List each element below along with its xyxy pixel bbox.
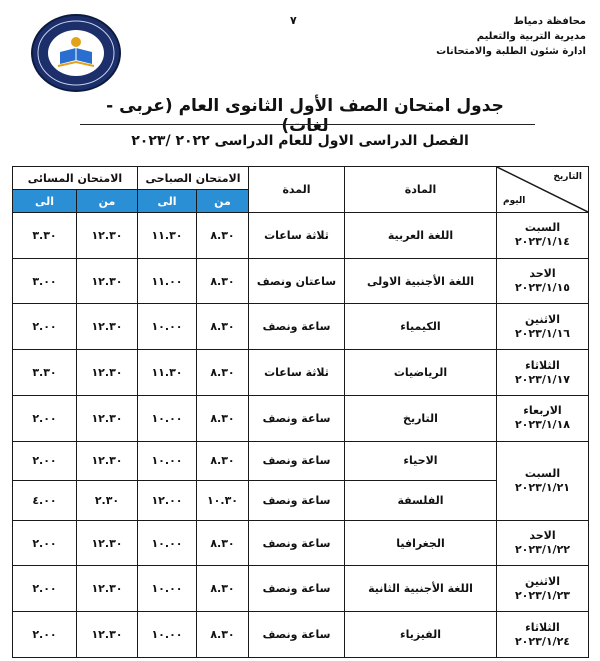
day-header-label: اليوم <box>503 196 526 206</box>
exam-date: ٢٠٢٣/١/١٦ <box>514 326 571 340</box>
morning-from-cell: ٨.٣٠ <box>197 350 249 396</box>
header-line-directorate: مديرية التربية والتعليم <box>476 31 586 42</box>
subject-header: المادة <box>345 167 497 213</box>
duration-cell: ساعتان ونصف <box>249 258 345 304</box>
page-number: ٧ <box>290 14 297 27</box>
subject-cell: الكيمياء <box>345 304 497 350</box>
subject-cell: اللغة الأجنبية الاولى <box>345 258 497 304</box>
evening-to-cell: ٢.٠٠ <box>13 566 77 612</box>
evening-from-cell: ١٢.٣٠ <box>77 213 138 259</box>
date-cell <box>497 213 589 259</box>
evening-to-cell: ٢.٠٠ <box>13 441 77 481</box>
morning-from-cell: ٨.٣٠ <box>197 520 249 566</box>
evening-from-header: من <box>77 190 138 213</box>
duration-header: المدة <box>249 167 345 213</box>
exam-date: ٢٠٢٣/١/١٥ <box>514 281 571 295</box>
morning-from-cell: ٨.٣٠ <box>197 441 249 481</box>
exam-date: ٢٠٢٣/١/٢٣ <box>514 588 571 602</box>
duration-cell: ساعة ونصف <box>249 304 345 350</box>
table-row <box>13 566 589 612</box>
subject-cell: الفلسفة <box>345 481 497 521</box>
exam-date: ٢٠٢٣/١/١٧ <box>514 372 571 386</box>
table-row <box>13 395 589 441</box>
table-row <box>13 441 589 481</box>
evening-from-cell: ١٢.٣٠ <box>77 441 138 481</box>
morning-from-cell: ٨.٣٠ <box>197 304 249 350</box>
morning-from-cell: ٨.٣٠ <box>197 258 249 304</box>
schedule-title: جدول امتحان الصف الأول الثانوى العام (عربى - لغات) <box>106 96 504 136</box>
date-cell <box>497 520 589 566</box>
subject-cell: اللغة الأجنبية الثانية <box>345 566 497 612</box>
day-name: الثلاثاء <box>525 358 560 372</box>
day-name: الثلاثاء <box>525 620 560 634</box>
duration-cell: ساعة ونصف <box>249 612 345 658</box>
morning-from-cell: ١٠.٣٠ <box>197 481 249 521</box>
evening-to-cell: ٢.٠٠ <box>13 520 77 566</box>
title-underline <box>80 124 535 125</box>
day-name: الاحد <box>529 529 556 543</box>
day-name: الاثنين <box>525 312 560 326</box>
subject-cell: اللغة العربية <box>345 213 497 259</box>
subject-cell: الاحياء <box>345 441 497 481</box>
duration-cell: ثلاثة ساعات <box>249 350 345 396</box>
morning-from-cell: ٨.٣٠ <box>197 566 249 612</box>
evening-from-cell: ١٢.٣٠ <box>77 520 138 566</box>
exam-date: ٢٠٢٣/١/٢٢ <box>514 543 571 557</box>
date-cell <box>497 395 589 441</box>
duration-cell: ثلاثة ساعات <box>249 213 345 259</box>
morning-from-header: من <box>197 190 249 213</box>
directorate-header <box>396 14 586 59</box>
duration-cell: ساعة ونصف <box>249 566 345 612</box>
table-row <box>13 612 589 658</box>
schedule-subtitle: الفصل الدراسى الاول للعام الدراسى ٢٠٢٢ /٢٠٢٣ <box>131 133 469 149</box>
evening-from-cell: ١٢.٣٠ <box>77 304 138 350</box>
evening-to-cell: ٢.٠٠ <box>13 395 77 441</box>
day-name: الاحد <box>529 267 556 281</box>
day-name: السبت <box>524 221 561 235</box>
schedule-body <box>13 213 589 658</box>
ministry-logo <box>30 12 122 94</box>
morning-to-header: الى <box>138 190 197 213</box>
evening-from-cell: ١٢.٣٠ <box>77 258 138 304</box>
subject-cell: الجغرافيا <box>345 520 497 566</box>
evening-to-cell: ٣.٣٠ <box>13 350 77 396</box>
evening-to-cell: ٢.٠٠ <box>13 304 77 350</box>
morning-from-cell: ٨.٣٠ <box>197 213 249 259</box>
morning-exam-header: الامتحان الصباحى <box>138 167 249 190</box>
evening-from-cell: ٢.٣٠ <box>77 481 138 521</box>
table-row <box>13 304 589 350</box>
morning-to-cell: ١٠.٠٠ <box>138 395 197 441</box>
morning-to-cell: ١٢.٠٠ <box>138 481 197 521</box>
duration-cell: ساعة ونصف <box>249 441 345 481</box>
evening-to-cell: ٤.٠٠ <box>13 481 77 521</box>
date-cell <box>497 612 589 658</box>
morning-to-cell: ١٠.٠٠ <box>138 304 197 350</box>
date-header-label: التاريخ <box>553 172 582 182</box>
date-cell <box>497 441 589 520</box>
date-cell <box>497 304 589 350</box>
table-row <box>13 520 589 566</box>
morning-to-cell: ١٠.٠٠ <box>138 441 197 481</box>
subject-cell: الرياضيات <box>345 350 497 396</box>
morning-to-cell: ١١.٣٠ <box>138 350 197 396</box>
morning-from-cell: ٨.٣٠ <box>197 612 249 658</box>
day-name: الاثنين <box>525 574 560 588</box>
subject-cell: التاريخ <box>345 395 497 441</box>
evening-from-cell: ١٢.٣٠ <box>77 395 138 441</box>
day-name: الاربعاء <box>523 404 562 418</box>
date-day-header <box>497 167 589 213</box>
duration-cell: ساعة ونصف <box>249 520 345 566</box>
exam-date: ٢٠٢٣/١/١٨ <box>514 418 571 432</box>
table-row <box>13 213 589 259</box>
evening-to-header: الى <box>13 190 77 213</box>
exam-date: ٢٠٢٣/١/٢١ <box>514 480 571 494</box>
evening-from-cell: ١٢.٣٠ <box>77 566 138 612</box>
table-row <box>13 350 589 396</box>
evening-to-cell: ٣.٣٠ <box>13 213 77 259</box>
morning-to-cell: ١٠.٠٠ <box>138 520 197 566</box>
morning-from-cell: ٨.٣٠ <box>197 395 249 441</box>
morning-to-cell: ١١.٣٠ <box>138 213 197 259</box>
date-cell <box>497 350 589 396</box>
day-name: السبت <box>524 466 561 480</box>
morning-to-cell: ١٠.٠٠ <box>138 566 197 612</box>
header-line-department: ادارة شئون الطلبة والامتحانات <box>436 46 586 57</box>
date-cell <box>497 566 589 612</box>
date-cell <box>497 258 589 304</box>
morning-to-cell: ١٠.٠٠ <box>138 612 197 658</box>
evening-from-cell: ١٢.٣٠ <box>77 612 138 658</box>
evening-from-cell: ١٢.٣٠ <box>77 350 138 396</box>
duration-cell: ساعة ونصف <box>249 481 345 521</box>
table-row <box>13 258 589 304</box>
exam-date: ٢٠٢٣/١/١٤ <box>514 235 571 249</box>
header-line-governorate: محافظة دمياط <box>513 16 586 27</box>
morning-to-cell: ١١.٠٠ <box>138 258 197 304</box>
exam-date: ٢٠٢٣/١/٢٤ <box>514 634 571 648</box>
evening-to-cell: ٣.٠٠ <box>13 258 77 304</box>
evening-to-cell: ٢.٠٠ <box>13 612 77 658</box>
evening-exam-header: الامتحان المسائى <box>13 167 138 190</box>
exam-schedule-table <box>12 166 589 658</box>
subject-cell: الفيزياء <box>345 612 497 658</box>
duration-cell: ساعة ونصف <box>249 395 345 441</box>
